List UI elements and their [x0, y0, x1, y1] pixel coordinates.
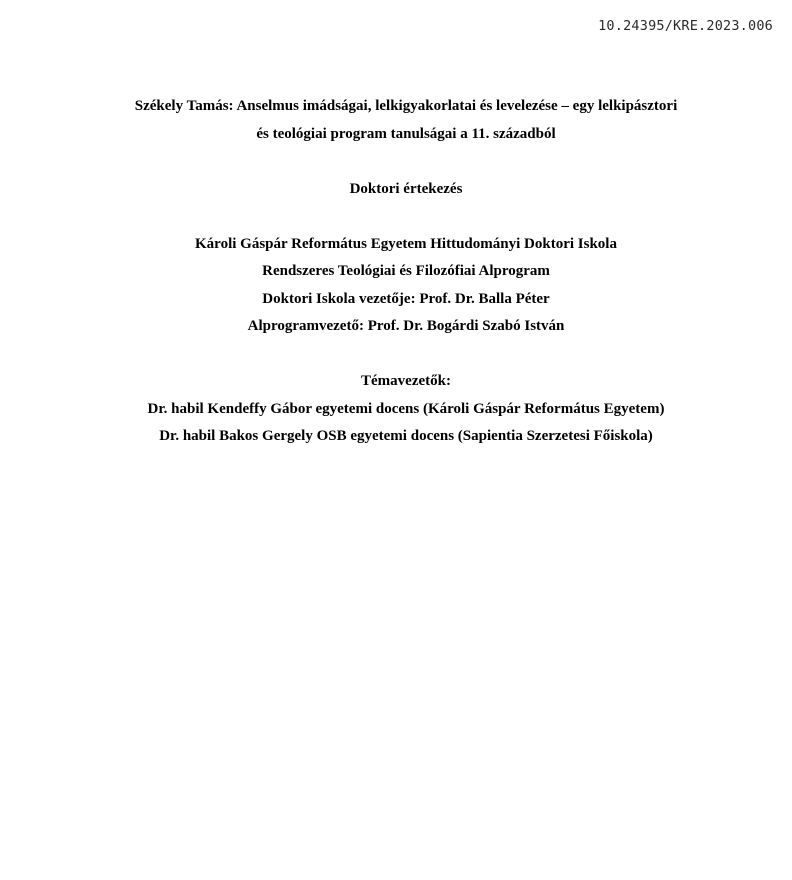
supervisor-1: Dr. habil Kendeffy Gábor egyetemi docens (Károli Gáspár Református Egyetem)	[147, 400, 665, 417]
document-type: Doktori értekezés	[349, 180, 463, 197]
subprogram-head: Alprogramvezető: Prof. Dr. Bogárdi Szabó István	[247, 318, 565, 334]
supervisor-2: Dr. habil Bakos Gergely OSB egyetemi docens (Sapientia Szerzetesi Főiskola)	[159, 428, 653, 444]
dissertation-title	[0, 93, 792, 148]
document-type-block	[0, 176, 792, 204]
doi-identifier: 10.24395/KRE.2023.006	[598, 18, 773, 34]
title-page	[0, 93, 792, 478]
title-line-2: és teológiai program tanulságai a 11. századból	[256, 125, 556, 142]
institution-block	[0, 231, 792, 341]
school-head: Doktori Iskola vezetője: Prof. Dr. Balla Péter	[262, 290, 550, 307]
subprogram-name: Rendszeres Teológiai és Filozófiai Alprogram	[262, 263, 550, 279]
supervisors-heading: Témavezetők:	[361, 373, 451, 389]
institution-name: Károli Gáspár Református Egyetem Hittudományi Doktori Iskola	[195, 235, 617, 252]
title-line-1: Székely Tamás: Anselmus imádságai, lelkigyakorlatai és levelezése – egy lelkipásztori	[134, 98, 678, 114]
supervisors-block	[0, 368, 792, 451]
